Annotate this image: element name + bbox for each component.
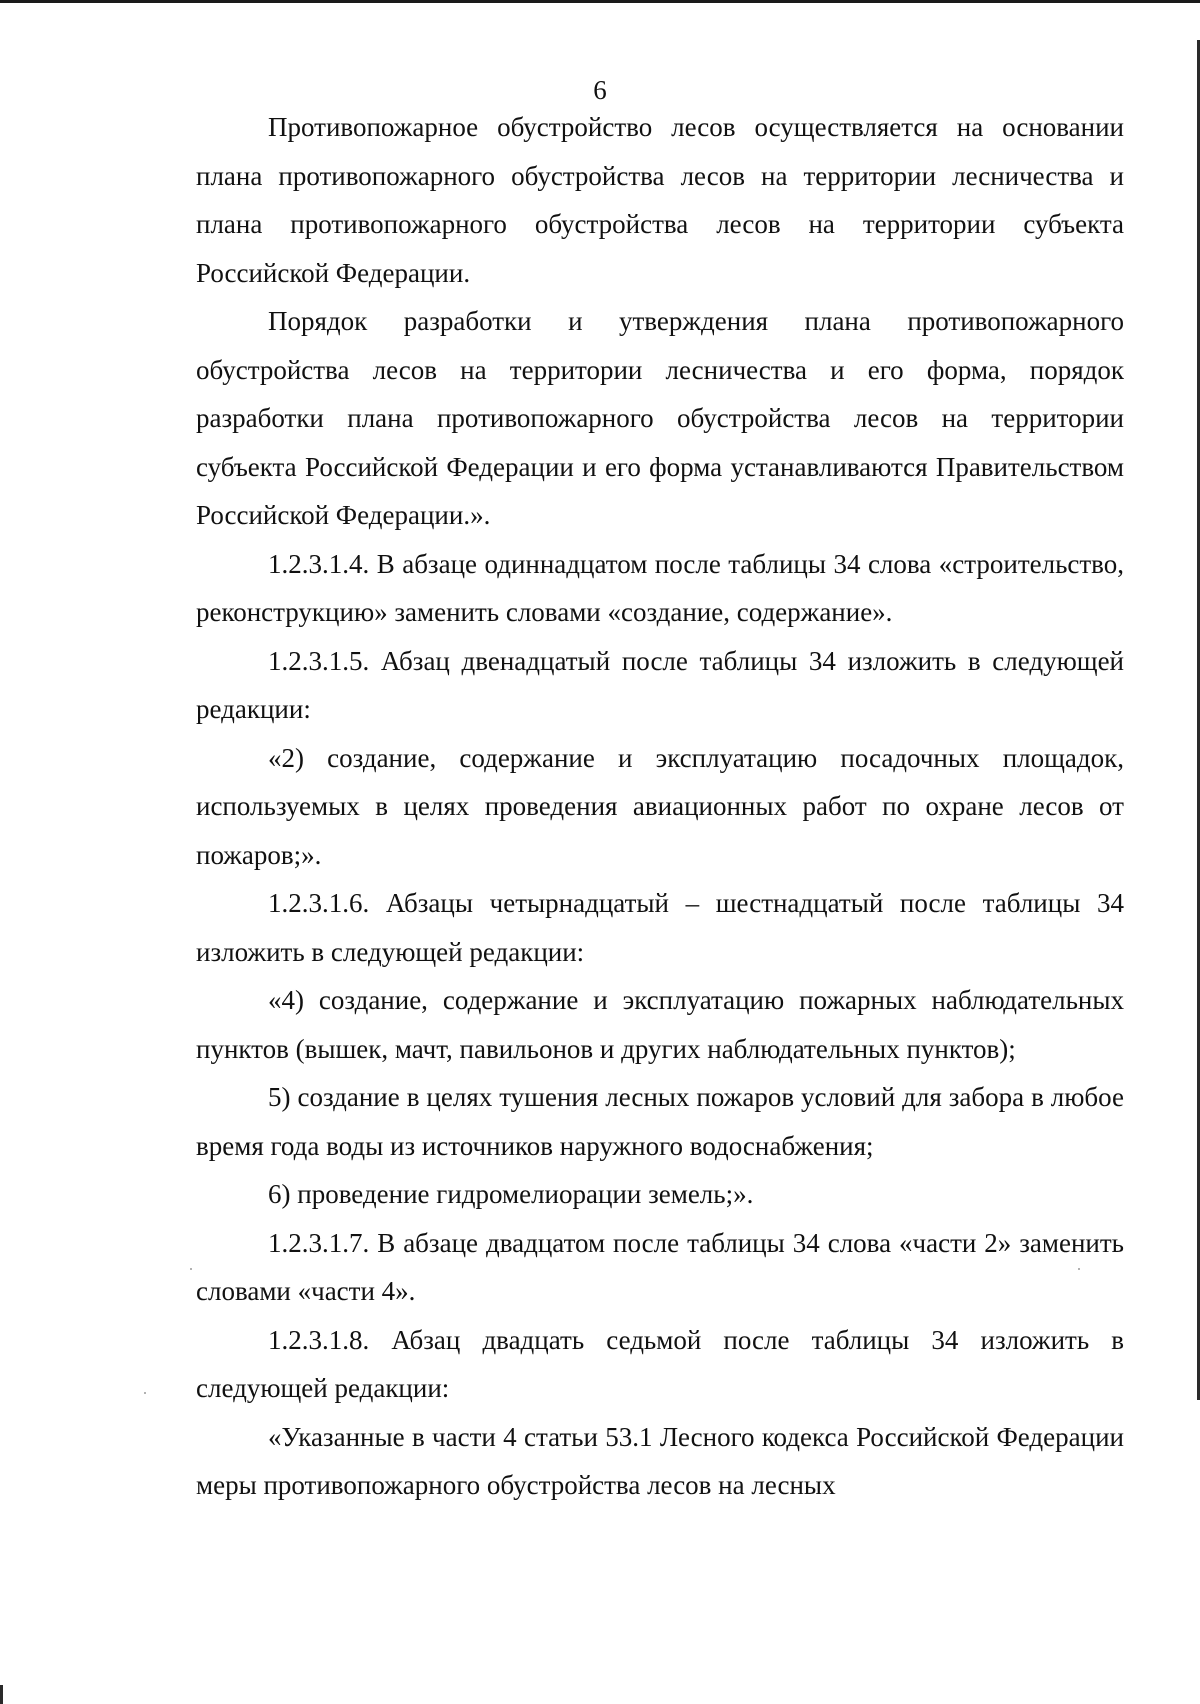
scan-speck bbox=[144, 1392, 146, 1394]
paragraph-quote-hydromelioration: 6) проведение гидромелиорации земель;». bbox=[268, 1179, 754, 1209]
paragraph-item-1-2-3-1-7: 1.2.3.1.7. В абзаце двадцатом после таблицы 34 слова «части 2» заменить словами «части 4». bbox=[196, 1227, 1124, 1306]
document-body bbox=[196, 103, 1124, 1510]
paragraph-plan-procedure: Порядок разработки и утверждения плана противопожарного обустройства лесов на территории лесничества и его форма, порядок разработки плана противопожарного обустройства лесов на территории субъекта Российской Федерации и его форма устанавливаются Правительством Российской Федерации.». bbox=[196, 306, 1124, 530]
paragraph-quote-observation-points: «4) создание, содержание и эксплуатацию пожарных наблюдательных пунктов (вышек, мачт, павильонов и других наблюдательных пунктов); bbox=[196, 985, 1124, 1064]
scan-speck bbox=[190, 1268, 192, 1270]
scan-edge-top bbox=[0, 0, 1200, 3]
scan-edge-left bbox=[0, 1685, 3, 1704]
paragraph-item-1-2-3-1-4: 1.2.3.1.4. В абзаце одиннадцатом после таблицы 34 слова «строительство, реконструкцию» заменить словами «создание, содержание». bbox=[196, 548, 1124, 627]
paragraph-quote-landing-sites: «2) создание, содержание и эксплуатацию посадочных площадок, используемых в целях проведения авиационных работ по охране лесов от пожаров;». bbox=[196, 742, 1124, 870]
paragraph-quote-water-supply: 5) создание в целях тушения лесных пожаров условий для забора в любое время года воды из источников наружного водоснабжения; bbox=[196, 1082, 1124, 1161]
paragraph-item-1-2-3-1-6: 1.2.3.1.6. Абзацы четырнадцатый – шестнадцатый после таблицы 34 изложить в следующей редакции: bbox=[196, 888, 1124, 967]
paragraph-item-1-2-3-1-8: 1.2.3.1.8. Абзац двадцать седьмой после таблицы 34 изложить в следующей редакции: bbox=[196, 1324, 1124, 1403]
paragraph-item-1-2-3-1-5: 1.2.3.1.5. Абзац двенадцатый после таблицы 34 изложить в следующей редакции: bbox=[196, 645, 1124, 724]
paragraph-fire-arrangement-basis: Противопожарное обустройство лесов осуществляется на основании плана противопожарного обустройства лесов на территории лесничества и плана противопожарного обустройства лесов на территории субъекта Российской Федерации. bbox=[196, 112, 1124, 288]
page-number: 6 bbox=[593, 75, 607, 105]
paragraph-quote-forest-code: «Указанные в части 4 статьи 53.1 Лесного кодекса Российской Федерации меры противопожарного обустройства лесов на лесных bbox=[196, 1421, 1124, 1500]
